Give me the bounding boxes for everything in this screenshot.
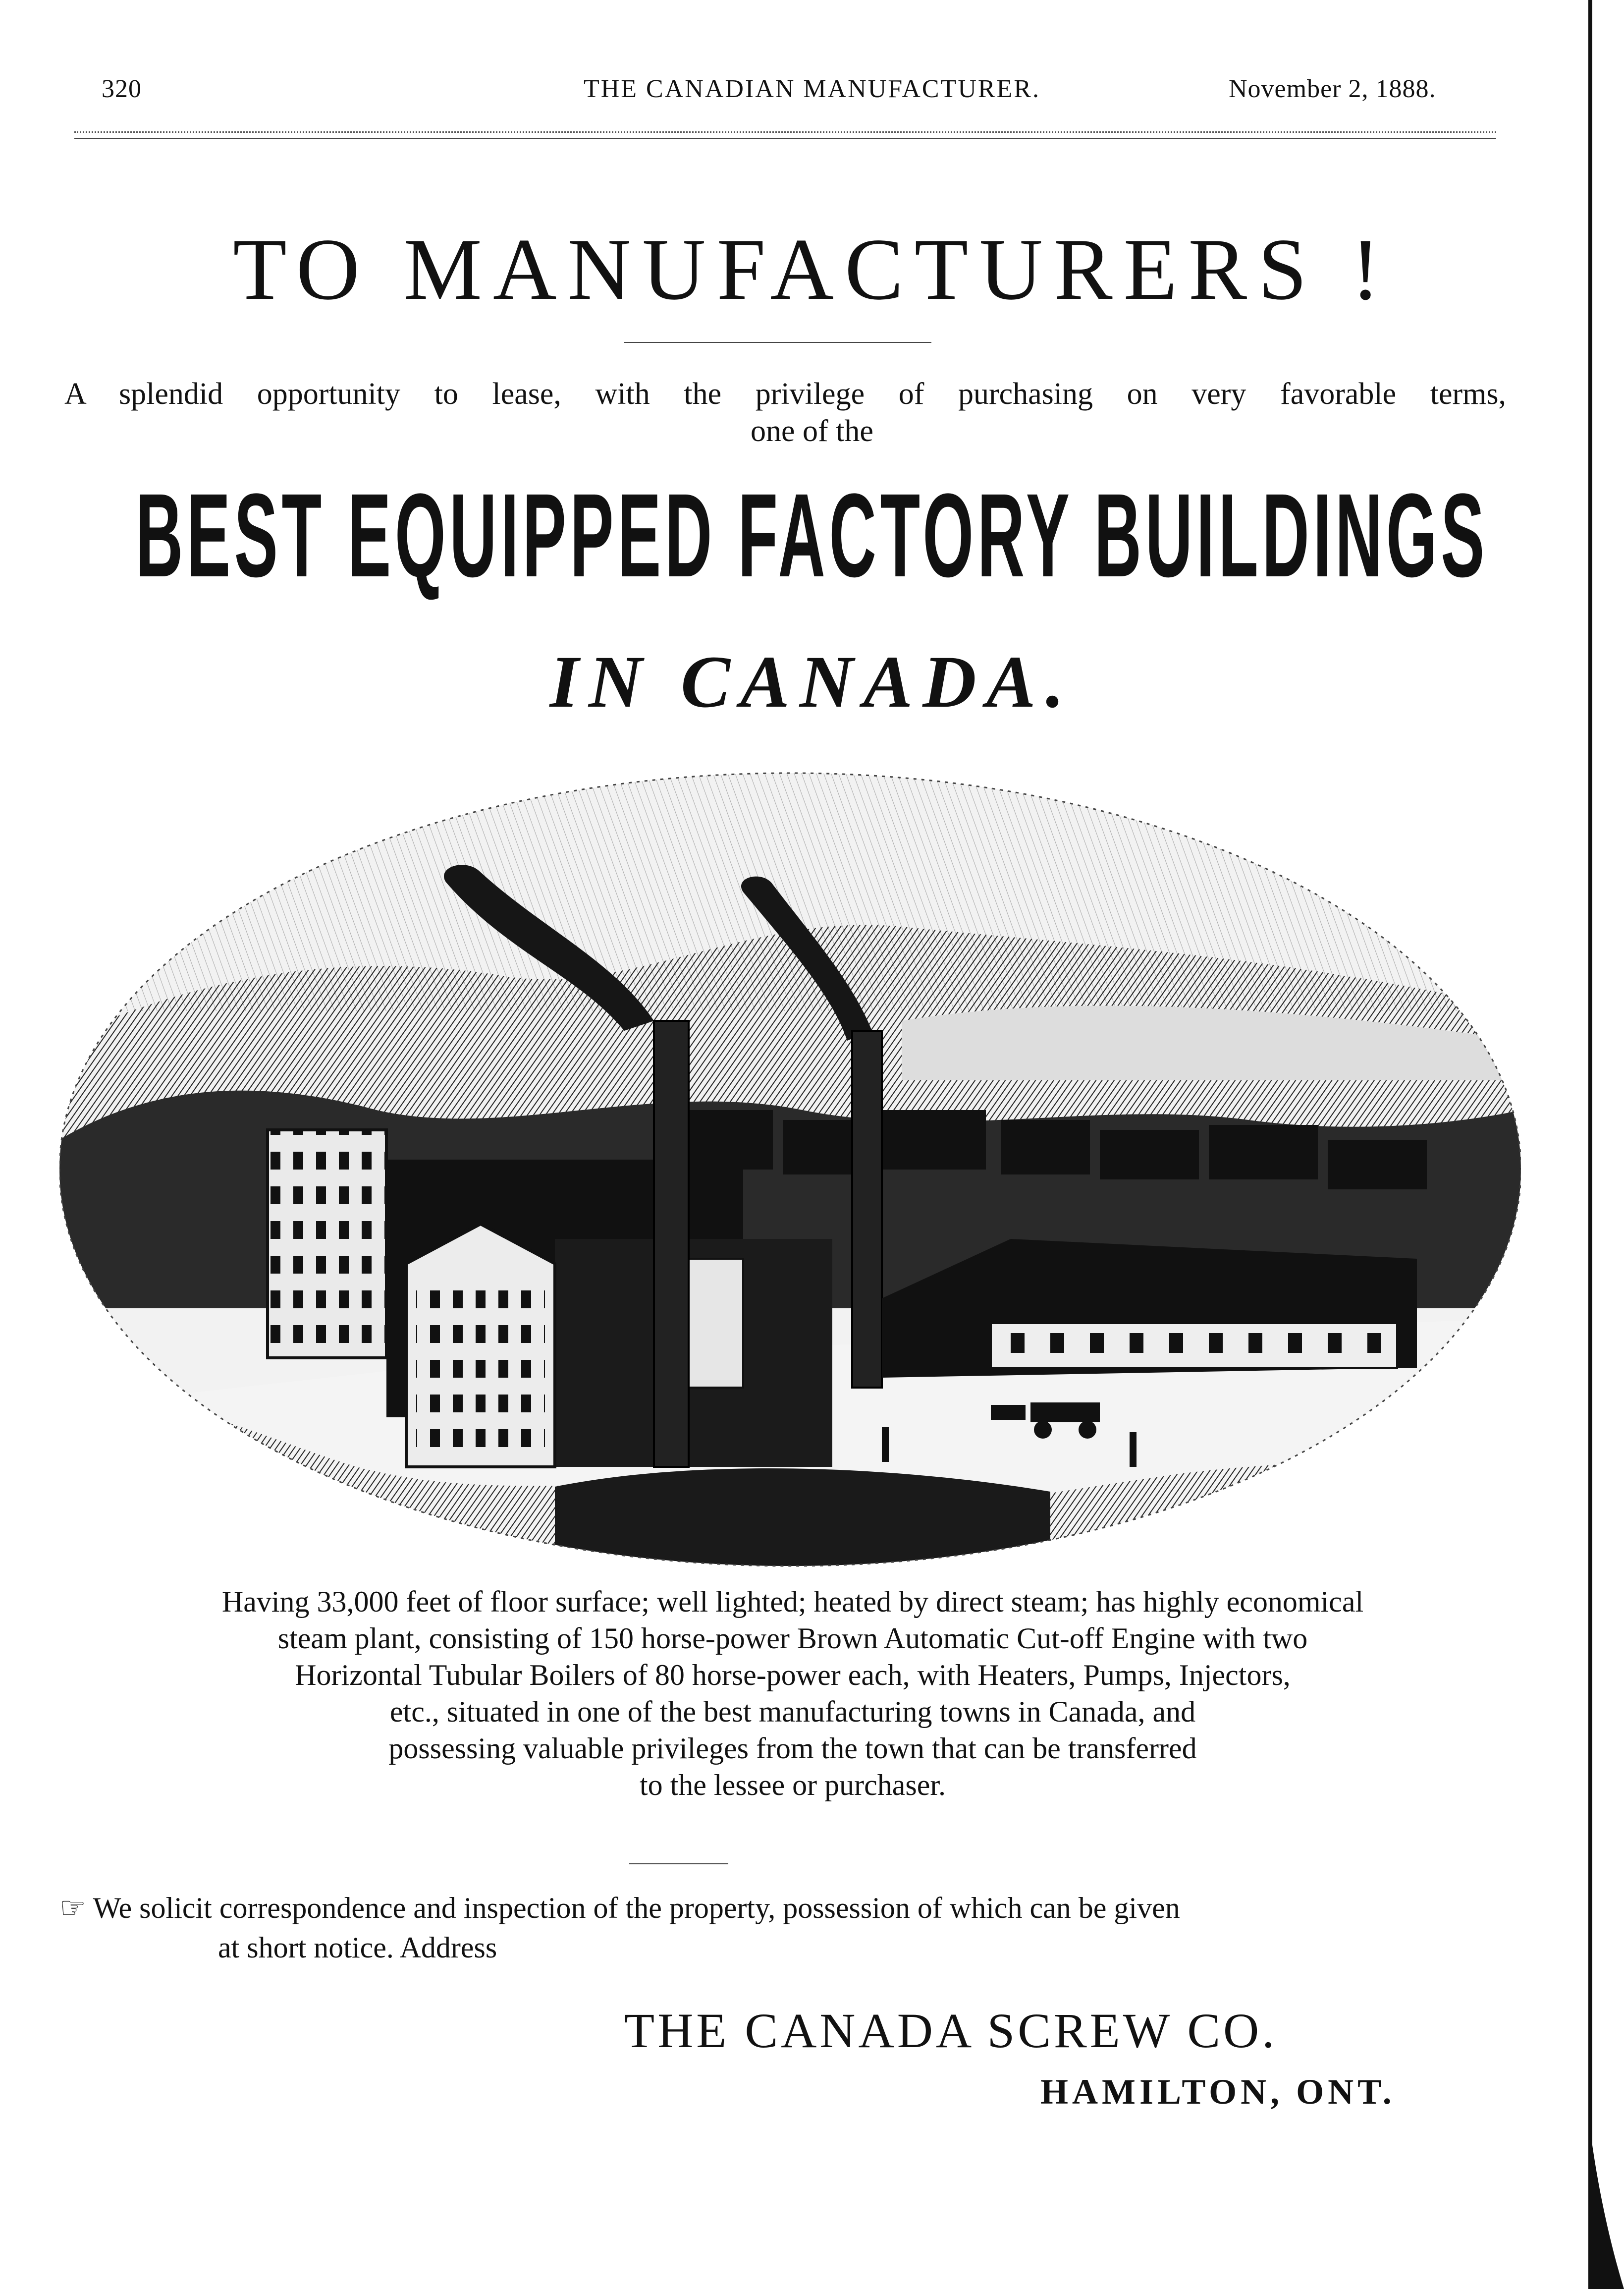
description-line: etc., situated in one of the best manufacturing towns in Canada, and: [389, 1695, 1196, 1728]
description-line: to the lessee or purchaser.: [639, 1769, 946, 1801]
solicitation-line-2: at short notice. Address: [218, 1931, 497, 1964]
issue-date: November 2, 1888.: [1229, 75, 1436, 103]
body-divider: [629, 1863, 728, 1864]
description-line: Having 33,000 feet of floor surface; well lighted; heated by direct steam; has highly economical: [221, 1585, 1364, 1618]
solicitation: [59, 1888, 1506, 1967]
main-title: BEST EQUIPPED FACTORY BUILDINGS: [136, 469, 1488, 602]
publication-title: THE CANADIAN MANUFACTURER.: [583, 75, 1041, 103]
solicitation-line-1: We solicit correspondence and inspection of the property, possession of which can be given: [93, 1892, 1180, 1924]
advertiser-location: HAMILTON, ONT.: [1040, 2072, 1396, 2112]
description-line: Horizontal Tubular Boilers of 80 horse-power each, with Heaters, Pumps, Injectors,: [295, 1659, 1291, 1691]
property-description: [69, 1583, 1516, 1803]
advertiser-name: THE CANADA SCREW CO.: [624, 2003, 1278, 2058]
factory-engraving-illustration: [59, 763, 1521, 1576]
header-rule: [74, 131, 1496, 133]
description-line: steam plant, consisting of 150 horse-power Brown Automatic Cut-off Engine with two: [277, 1622, 1308, 1655]
pointing-hand-icon: ☞: [59, 1892, 86, 1924]
headline: TO MANUFACTURERS !: [233, 220, 1391, 318]
intro-line-1: A splendid opportunity to lease, with the privilege of purchasing on very favorable terms,: [64, 377, 1506, 411]
page-number: 320: [102, 75, 142, 103]
intro-line-2: one of the: [751, 414, 873, 448]
page-binding-edge: [1580, 0, 1624, 2289]
header-rule-lower: [74, 138, 1496, 139]
subtitle: IN CANADA.: [549, 641, 1075, 723]
description-line: possessing valuable privileges from the town that can be transferred: [388, 1732, 1197, 1765]
headline-divider: [624, 342, 931, 343]
